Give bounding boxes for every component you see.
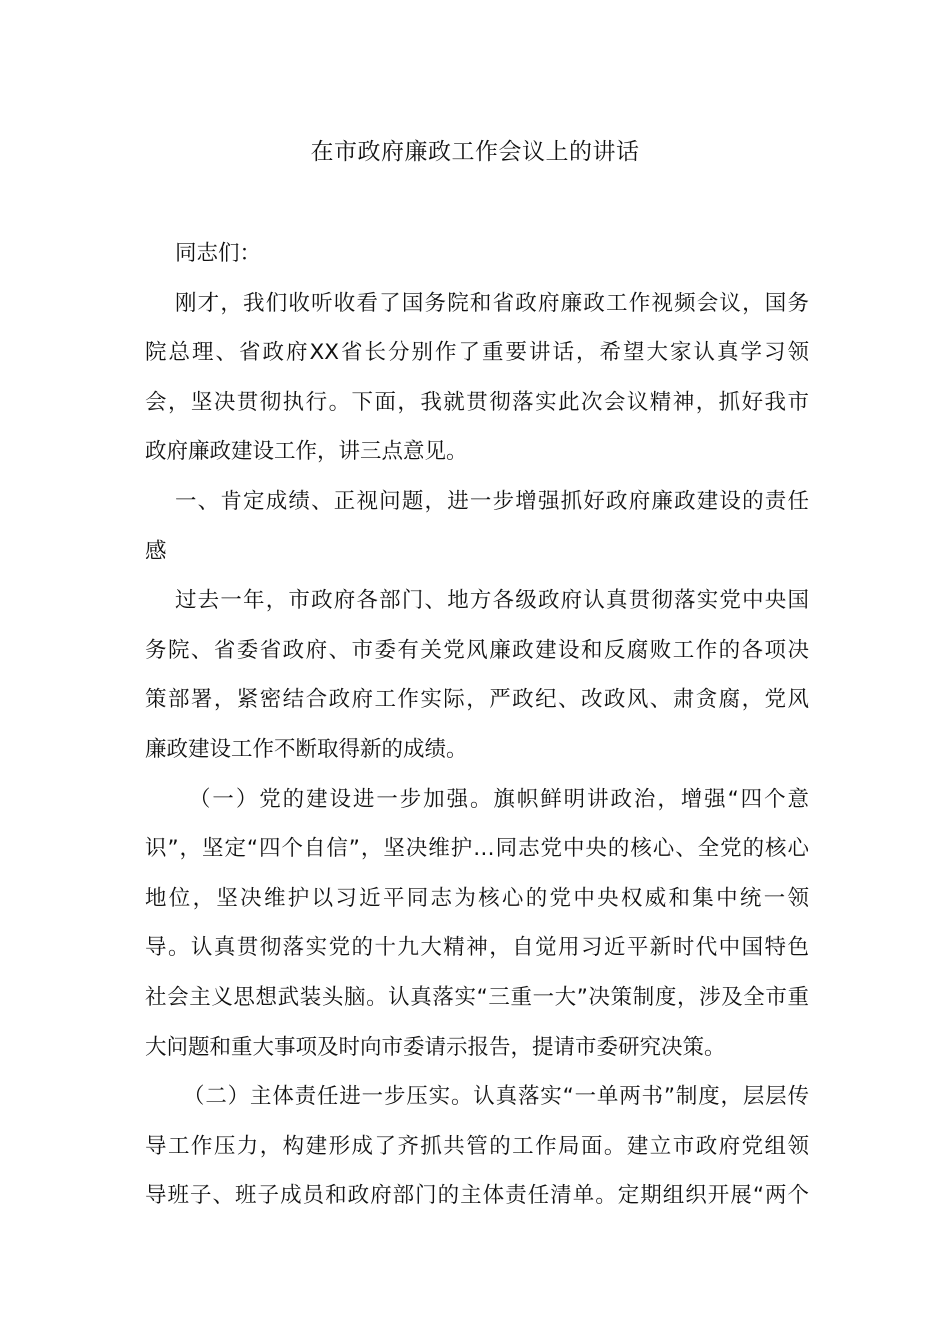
paragraph-line: 识”，坚定“四个自信”，坚决维护…同志党中央的核心、全党的核心 bbox=[145, 836, 809, 862]
section-heading: 一、肯定成绩、正视问题，进一步增强抓好政府廉政建设的责任 bbox=[175, 488, 809, 514]
paragraph-line: 会，坚决贯彻执行。下面，我就贯彻落实此次会议精神，抓好我市 bbox=[145, 389, 809, 415]
paragraph-line: 廉政建设工作不断取得新的成绩。 bbox=[145, 736, 468, 762]
paragraph-line: 大问题和重大事项及时向市委请示报告，提请市委研究决策。 bbox=[145, 1034, 726, 1060]
document-title: 在市政府廉政工作会议上的讲话 bbox=[310, 139, 640, 165]
paragraph-line: 政府廉政建设工作，讲三点意见。 bbox=[145, 439, 468, 465]
subsection-line: （二）主体责任进一步压实。认真落实“一单两书”制度，层层传 bbox=[183, 1084, 809, 1110]
paragraph-line: 过去一年，市政府各部门、地方各级政府认真贯彻落实党中央国 bbox=[175, 588, 809, 614]
paragraph-line: 地位，坚决维护以习近平同志为核心的党中央权威和集中统一领 bbox=[145, 885, 809, 911]
paragraph-line: 院总理、省政府XX省长分别作了重要讲话，希望大家认真学习领 bbox=[145, 340, 809, 366]
paragraph-line: 策部署，紧密结合政府工作实际，严政纪、改政风、肃贪腐，党风 bbox=[145, 687, 809, 713]
paragraph-line: 刚才，我们收听收看了国务院和省政府廉政工作视频会议，国务 bbox=[175, 290, 809, 316]
salutation: 同志们： bbox=[175, 241, 262, 266]
section-heading: 感 bbox=[145, 538, 167, 564]
subsection-line: （一）党的建设进一步加强。旗帜鲜明讲政治，增强“四个意 bbox=[189, 786, 809, 812]
paragraph-line: 导工作压力，构建形成了齐抓共管的工作局面。建立市政府党组领 bbox=[145, 1133, 809, 1159]
paragraph-line: 务院、省委省政府、市委有关党风廉政建设和反腐败工作的各项决 bbox=[145, 637, 809, 663]
document-body bbox=[145, 229, 809, 1221]
paragraph-line: 导班子、班子成员和政府部门的主体责任清单。定期组织开展“两个 bbox=[145, 1183, 809, 1209]
paragraph-line: 社会主义思想武装头脑。认真落实“三重一大”决策制度，涉及全市重 bbox=[145, 984, 809, 1010]
paragraph-line: 导。认真贯彻落实党的十九大精神，自觉用习近平新时代中国特色 bbox=[145, 935, 809, 961]
